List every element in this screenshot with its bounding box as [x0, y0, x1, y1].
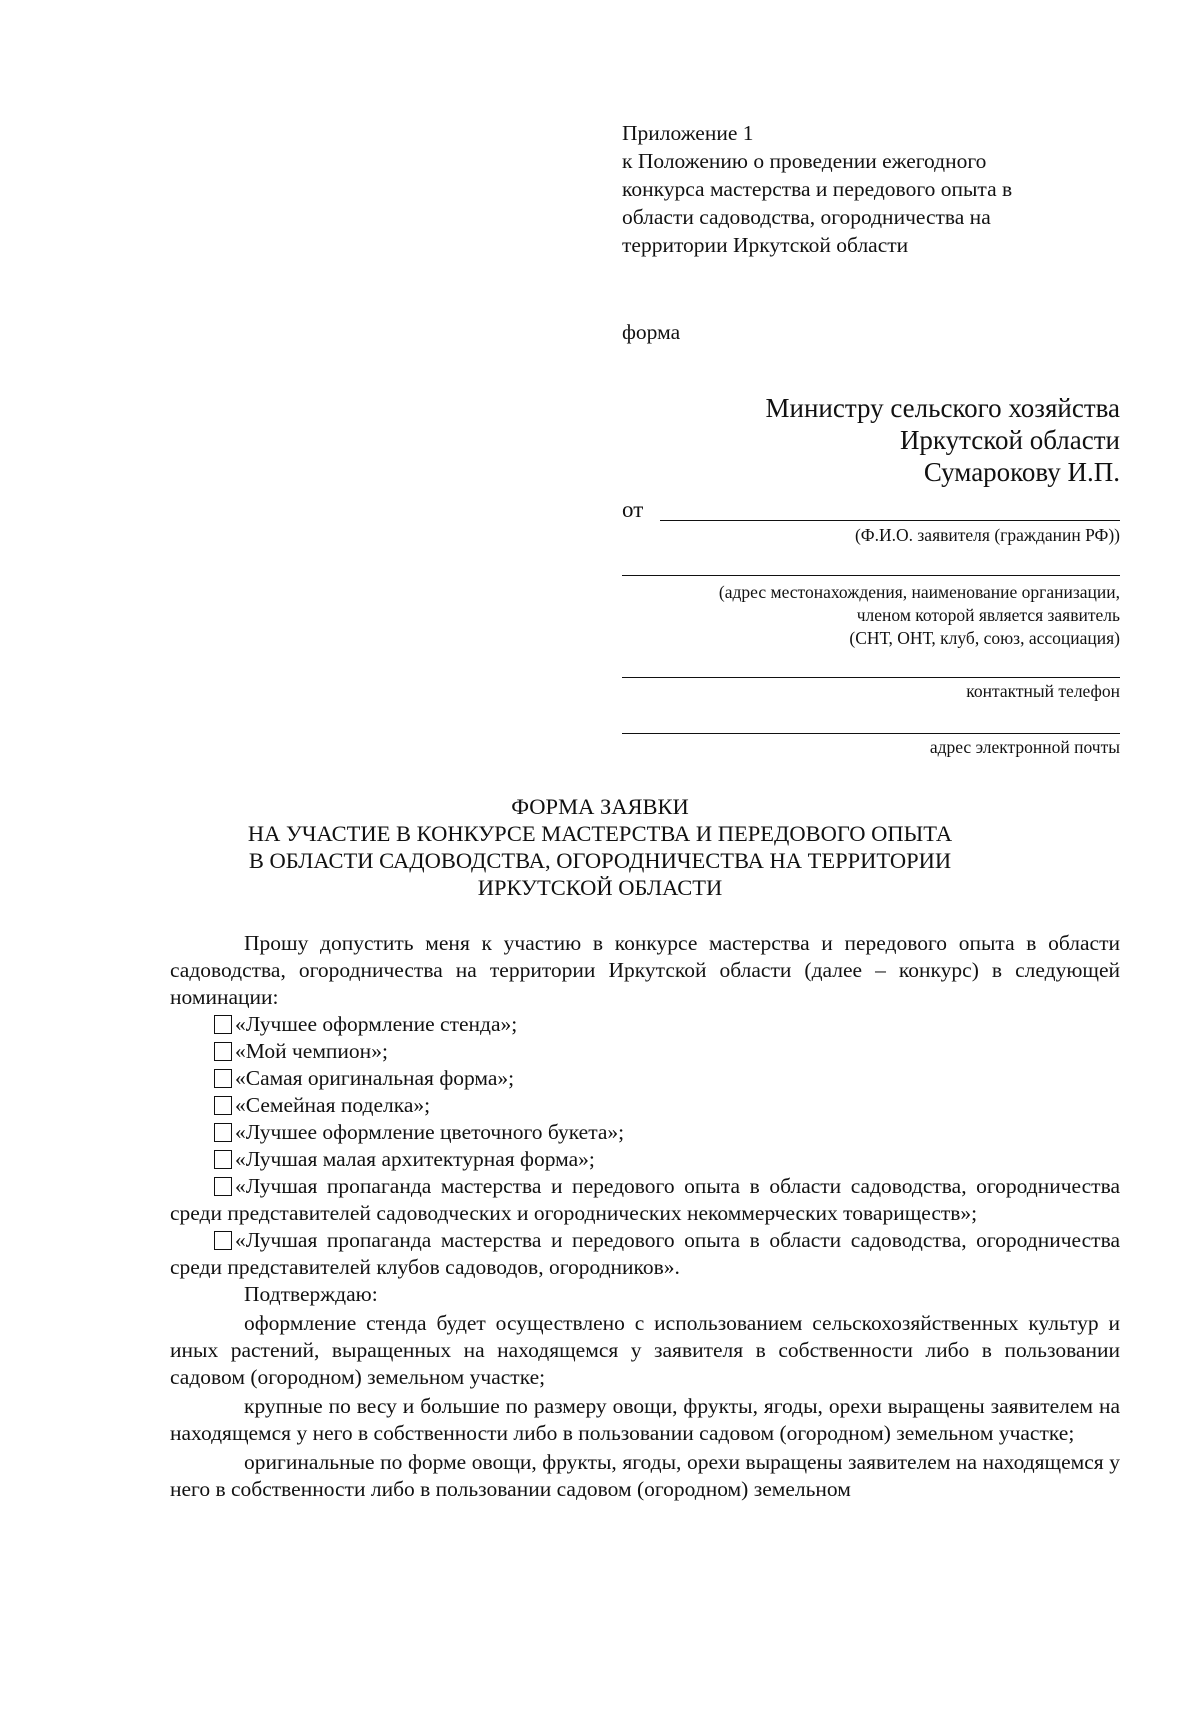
- nomination-option[interactable]: [170, 1065, 1120, 1092]
- email-caption: адрес электронной почты: [929, 737, 1120, 757]
- nomination-checkbox[interactable]: [214, 1231, 232, 1250]
- title-line: НА УЧАСТИЕ В КОНКУРСЕ МАСТЕРСТВА И ПЕРЕДОВОГО ОПЫТА: [247, 821, 953, 846]
- nomination-checkbox[interactable]: [214, 1069, 232, 1088]
- nomination-list: [170, 1011, 1120, 1281]
- nomination-option[interactable]: [170, 1092, 1120, 1119]
- form-label: форма: [622, 320, 681, 344]
- confirmation-paragraph: оформление стенда будет осуществлено с использованием сельскохозяйственных культур и иных растений, выращенных на находящемся у заявителя в собственности либо в пользовании садовом (огородном) земельном участке;: [170, 1311, 1120, 1389]
- org-caption-line: членом которой является заявитель: [856, 605, 1120, 625]
- confirmation-paragraph: крупные по весу и большие по размеру овощи, фрукты, ягоды, орехи выращены заявителем на находящемся у него в собственности либо в пользовании садовом (огородном) земельном участке;: [170, 1394, 1120, 1445]
- phone-caption: контактный телефон: [966, 681, 1120, 701]
- nomination-option[interactable]: [170, 1119, 1120, 1146]
- form-title: [0, 793, 1200, 901]
- nomination-checkbox[interactable]: [214, 1042, 232, 1061]
- application-body: [170, 930, 1120, 1503]
- appendix-line: территории Иркутской области: [622, 233, 909, 257]
- org-caption-line: (адрес местонахождения, наименование организации,: [718, 582, 1120, 602]
- from-label: от: [622, 497, 644, 522]
- email-field-line[interactable]: [622, 733, 1120, 734]
- confirm-label: Подтверждаю:: [244, 1282, 378, 1306]
- nomination-label: «Самая оригинальная форма»;: [235, 1066, 515, 1090]
- appendix-line: к Положению о проведении ежегодного: [622, 149, 987, 173]
- title-line: ИРКУТСКОЙ ОБЛАСТИ: [477, 875, 723, 900]
- nomination-label: «Лучшая малая архитектурная форма»;: [235, 1147, 595, 1171]
- nomination-label: «Лучшая пропаганда мастерства и передового опыта в области садоводства, огородничества среди представителей садоводческих и огороднических некоммерческих товариществ»;: [170, 1174, 1120, 1225]
- phone-field-line[interactable]: [622, 677, 1120, 678]
- appendix-header: [622, 119, 1012, 259]
- nomination-label: «Мой чемпион»;: [235, 1039, 388, 1063]
- addressee-line: Сумарокову И.П.: [923, 457, 1120, 487]
- nomination-label: «Лучшая пропаганда мастерства и передового опыта в области садоводства, огородничества среди представителей клубов садоводов, огородников».: [170, 1228, 1120, 1279]
- nomination-checkbox[interactable]: [214, 1150, 232, 1169]
- nomination-checkbox[interactable]: [214, 1015, 232, 1034]
- title-line: В ОБЛАСТИ САДОВОДСТВА, ОГОРОДНИЧЕСТВА НА ТЕРРИТОРИИ: [248, 848, 952, 873]
- nomination-checkbox[interactable]: [214, 1123, 232, 1142]
- appendix-line: конкурса мастерства и передового опыта в: [622, 177, 1013, 201]
- nomination-option[interactable]: [170, 1011, 1120, 1038]
- nomination-option[interactable]: [170, 1146, 1120, 1173]
- nomination-checkbox[interactable]: [214, 1177, 232, 1196]
- addressee-block: [766, 392, 1121, 488]
- appendix-line: Приложение 1: [622, 121, 754, 145]
- fio-caption: (Ф.И.О. заявителя (гражданин РФ)): [854, 525, 1120, 545]
- nomination-label: «Лучшее оформление стенда»;: [235, 1012, 518, 1036]
- nomination-label: «Семейная поделка»;: [235, 1093, 431, 1117]
- org-field-line[interactable]: [622, 575, 1120, 576]
- nomination-checkbox[interactable]: [214, 1096, 232, 1115]
- nomination-option[interactable]: [170, 1173, 1120, 1227]
- confirmation-paragraph: оригинальные по форме овощи, фрукты, ягоды, орехи выращены заявителем на находящемся у него в собственности либо в пользовании садовом (огородном) земельном: [170, 1450, 1120, 1501]
- fio-field-line[interactable]: [660, 520, 1120, 521]
- nomination-label: «Лучшее оформление цветочного букета»;: [235, 1120, 625, 1144]
- nomination-option[interactable]: [170, 1038, 1120, 1065]
- addressee-line: Иркутской области: [899, 425, 1120, 455]
- title-line: ФОРМА ЗАЯВКИ: [511, 794, 689, 819]
- intro-paragraph: Прошу допустить меня к участию в конкурсе мастерства и передового опыта в области садоводства, огородничества на территории Иркутской области (далее – конкурс) в следующей номинации:: [170, 931, 1120, 1009]
- org-caption: [719, 581, 1120, 650]
- appendix-line: области садоводства, огородничества на: [622, 205, 991, 229]
- nomination-option[interactable]: [170, 1227, 1120, 1281]
- org-caption-line: (СНТ, ОНТ, клуб, союз, ассоциация): [849, 628, 1120, 648]
- addressee-line: Министру сельского хозяйства: [765, 393, 1120, 423]
